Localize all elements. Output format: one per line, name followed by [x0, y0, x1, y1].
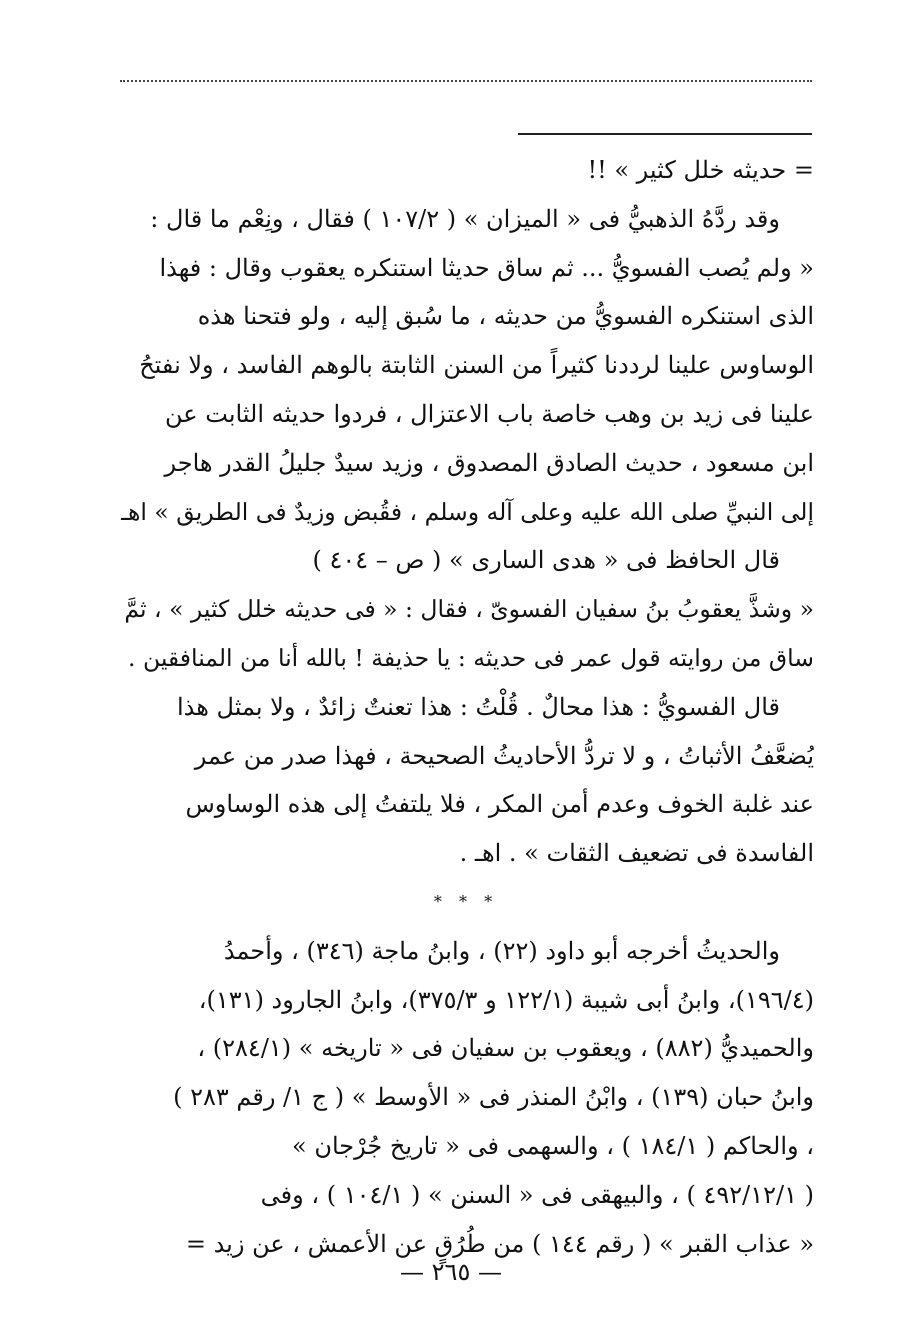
body-text	[118, 146, 814, 1268]
text-line: « عذاب القبر » ( رقم ١٤٤ ) من طُرُقٍ عن الأعمش ، عن زيد =	[185, 1229, 814, 1258]
text-line: الفاسدة فى تضعيف الثقات » . اهـ .	[459, 839, 814, 868]
text-line: وابنُ حبان (١٣٩) ، وابْنُ المنذر فى « الأوسط » ( ج ١/ رقم ٢٨٣ )	[173, 1083, 814, 1112]
text-line: = حديثه خلل كثير » !!	[587, 156, 814, 184]
footnote-separator-rule	[518, 133, 812, 135]
section-separator-stars: * * *	[433, 891, 499, 911]
text-line: قال الحافظ فى « هدى السارى » ( ص – ٤٠٤ )	[312, 546, 780, 575]
text-line: « وشذَّ يعقوبُ بنُ سفيان الفسوىّ ، فقال : « فى حديثه خلل كثير » ، ثمَّ	[124, 595, 814, 624]
text-line: يُضعَّفُ الأثباتُ ، و لا تردُّ الأحاديثُ الصحيحة ، فهذا صدر من عمر	[194, 741, 814, 770]
text-line: « ولم يُصب الفسويُّ ... ثم ساق حديثا استنكره يعقوب وقال : فهذا	[159, 253, 814, 282]
text-line: ابن مسعود ، حديث الصادق المصدوق ، وزيد سيدٌ جليلُ القدر هاجر	[164, 448, 814, 477]
header-dotted-rule	[120, 80, 812, 82]
text-line: وقد ردَّهُ الذهبيُّ فى « الميزان » ( ١٠٧/٢ ) فقال ، ونِعْم ما قال :	[150, 204, 780, 233]
text-line: والحديثُ أخرجه أبو داود (٢٢) ، وابنُ ماجة (٣٤٦) ، وأحمدُ	[223, 936, 780, 965]
text-line: الوساوس علينا لرددنا كثيراً من السنن الثابتة بالوهم الفاسد ، ولا نفتحُ	[139, 351, 814, 380]
text-line: إلى النبيِّ صلى الله عليه وعلى آله وسلم ، فقُبض وزيدٌ فى الطريق » اهـ	[121, 497, 814, 526]
text-line: والحميديُّ (٨٨٢) ، ويعقوب بن سفيان فى « تاريخه » (٢٨٤/١) ،	[197, 1034, 814, 1063]
page-number: — ٢٦٥ —	[400, 1258, 502, 1286]
text-line: ساق من روايته قول عمر فى حديثه : يا حذيفة ! بالله أنا من المنافقين .	[128, 643, 814, 672]
text-line: ، والحاكم ( ١٨٤/١ ) ، والسهمى فى « تاريخ جُرْجان »	[292, 1131, 814, 1160]
text-line: (١٩٦/٤)، وابنُ أبى شيبة (١٢٢/١ و ٣٧٥/٣)، وابنُ الجارود (١٣١)،	[198, 985, 814, 1014]
text-line: الذى استنكره الفسويُّ من حديثه ، ما سُبق إليه ، ولو فتحنا هذه	[197, 302, 814, 331]
text-line: عند غلبة الخوف وعدم أمن المكر ، فلا يلتفتُ إلى هذه الوساوس	[185, 790, 814, 819]
text-line: قال الفسويُّ : هذا محالٌ . قُلْتُ : هذا تعنتٌ زائدٌ ، ولا بمثل هذا	[177, 692, 780, 721]
text-line: علينا فى زيد بن وهب خاصة باب الاعتزال ، فردوا حديثه الثابت عن	[165, 399, 814, 428]
text-line: ( ٤٩٢/١٢/١ ) ، والبيهقى فى « السنن » ( ١٠٤/١ ) ، وفى	[260, 1180, 814, 1209]
